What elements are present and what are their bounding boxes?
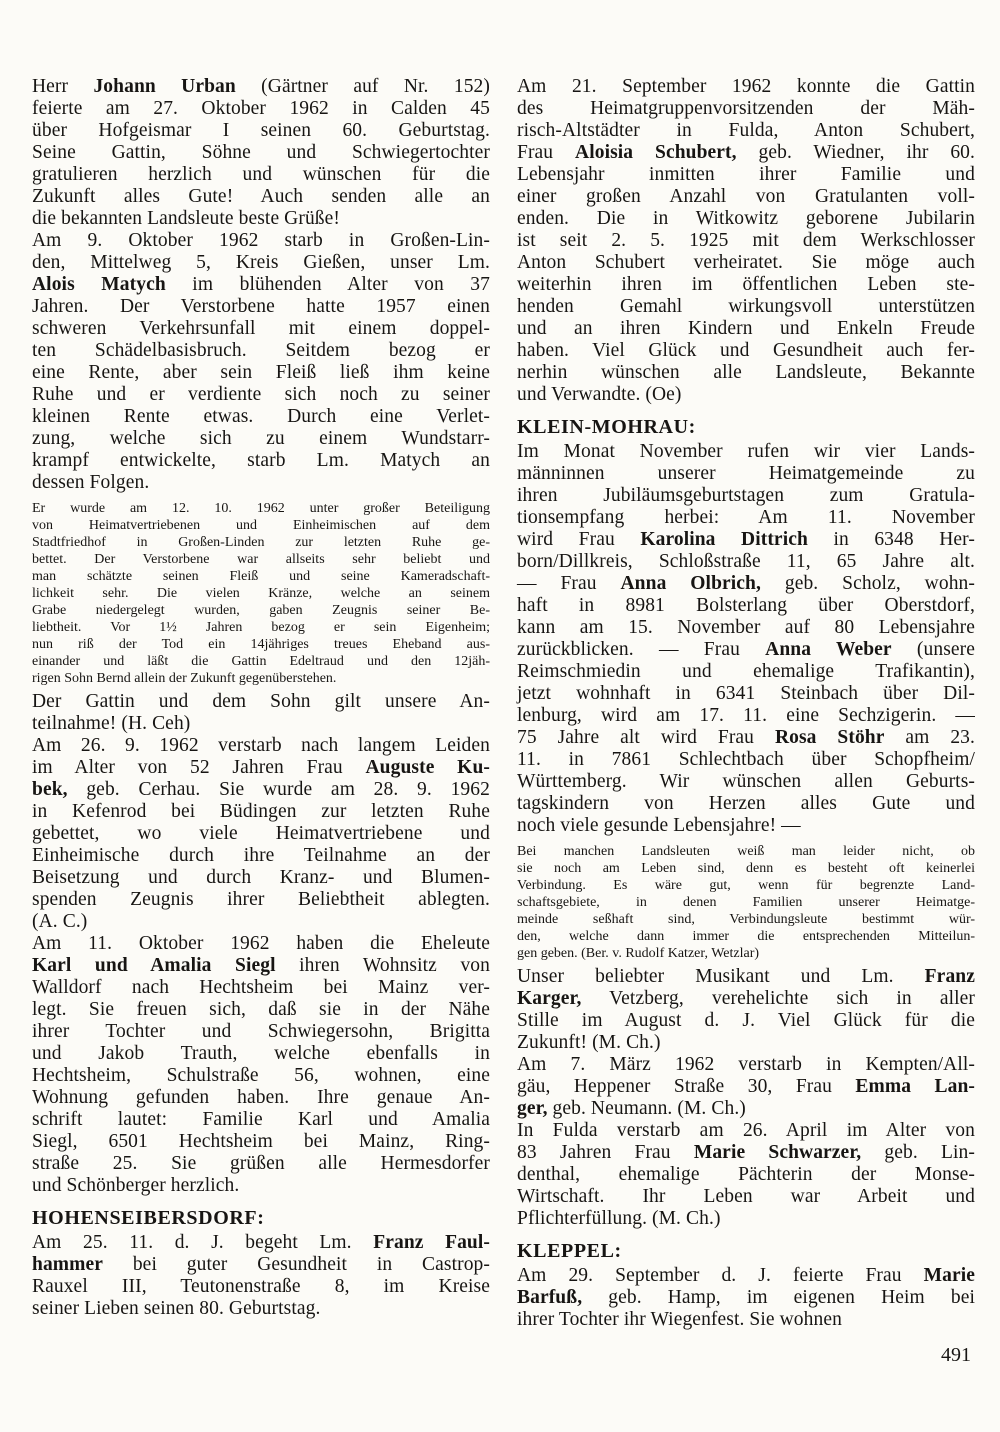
text-line: hammer bei guter Gesundheit in Castrop- bbox=[32, 1254, 490, 1275]
text-line: 75 Jahre alt wird Frau Rosa Stöhr am 23. bbox=[517, 727, 975, 748]
text-line: henden Gemahl wirkungsvoll unterstützen bbox=[517, 296, 975, 317]
paragraph bbox=[517, 441, 975, 837]
text-line: ist seit 2. 5. 1925 mit dem Werkschlosser bbox=[517, 230, 975, 251]
text-line: feierte am 27. Oktober 1962 in Calden 45 bbox=[32, 98, 490, 119]
text-line: Stille im August d. J. Viel Glück für die bbox=[517, 1010, 975, 1031]
text-line: enden. Die in Witkowitz geborene Jubilarin bbox=[517, 208, 975, 229]
text-line: des Heimatgruppenvorsitzenden der Mäh- bbox=[517, 98, 975, 119]
text-line: Am 29. September d. J. feierte Frau Marie bbox=[517, 1265, 975, 1286]
text-line: Im Monat November rufen wir vier Lands- bbox=[517, 441, 975, 462]
text-line: Rauxel III, Teutonenstraße 8, im Kreise bbox=[32, 1276, 490, 1297]
text-line: gebettet, wo viele Heimatvertriebene und bbox=[32, 823, 490, 844]
text-line: Walldorf nach Hechtsheim bei Mainz ver- bbox=[32, 977, 490, 998]
text-line: von Heimatvertriebenen und Einheimischen auf dem bbox=[32, 518, 490, 533]
text-line: Alois Matych im blühenden Alter von 37 bbox=[32, 274, 491, 295]
text-line: tionsempfang herbei: Am 11. November bbox=[517, 507, 975, 528]
text-line: Wirtschaft. Ihr Leben war Arbeit und bbox=[517, 1186, 975, 1207]
text-line: 83 Jahren Frau Marie Schwarzer, geb. Lin- bbox=[517, 1142, 975, 1163]
text-line: Zukunft alles Gute! Auch senden alle an bbox=[32, 186, 490, 207]
text-line: bettet. Der Verstorbene war allseits sehr beliebt und bbox=[32, 552, 490, 567]
text-line: in Kefenrod bei Büdingen zur letzten Ruhe bbox=[32, 801, 490, 822]
paragraph bbox=[32, 230, 490, 494]
text-line: gratulieren herzlich und wünschen für die bbox=[32, 164, 490, 185]
text-line: den, Mittelweg 5, Kreis Gießen, unser Lm. bbox=[32, 252, 490, 273]
section-heading: KLEPPEL: bbox=[517, 1240, 622, 1262]
text-line: Reimschmiedin und ehemalige Trafikantin), bbox=[517, 661, 975, 682]
text-line: Frau Aloisia Schubert, geb. Wiedner, ihr 60. bbox=[517, 142, 976, 163]
paragraph bbox=[517, 1265, 975, 1331]
text-line: Verbindung. Es wäre gut, wenn für begrenzte Land- bbox=[517, 878, 975, 893]
text-line: und Schönberger herzlich. bbox=[32, 1175, 240, 1196]
text-line: wird Frau Karolina Dittrich in 6348 Her- bbox=[517, 529, 975, 550]
text-line: haben. Viel Glück und Gesundheit auch fer- bbox=[517, 340, 975, 361]
paragraph bbox=[32, 691, 490, 735]
text-line: gäu, Heppener Straße 30, Frau Emma Lan- bbox=[517, 1076, 975, 1097]
page-number: 491 bbox=[941, 1344, 971, 1366]
text-line: Pflichterfüllung. (M. Ch.) bbox=[517, 1208, 721, 1229]
text-line: und an ihren Kindern und Enkeln Freude bbox=[517, 318, 975, 339]
text-line: kann am 15. November auf 80 Lebensjahre bbox=[517, 617, 975, 638]
text-line: den, welche dann immer die entsprechenden Mitteilun- bbox=[517, 929, 975, 944]
text-line: Der Gattin und dem Sohn gilt unsere An- bbox=[32, 691, 490, 712]
text-line: krampf entwickelte, starb Lm. Matych an bbox=[32, 450, 490, 471]
text-line: Anton Schubert verheiratet. Sie möge auch bbox=[517, 252, 975, 273]
text-line: Siegl, 6501 Hechtsheim bei Mainz, Ring- bbox=[32, 1131, 490, 1152]
text-line: Bei manchen Landsleuten weiß man leider nicht, ob bbox=[517, 844, 975, 859]
text-line: die bekannten Landsleute beste Grüße! bbox=[32, 208, 340, 229]
text-line: meinde seßhaft sind, Verbindungsleute bestimmt wür- bbox=[517, 912, 975, 927]
text-line: Beisetzung und durch Kranz- und Blumen- bbox=[32, 867, 490, 888]
text-line: zurückblicken. — Frau Anna Weber (unsere bbox=[517, 639, 975, 660]
text-line: jetzt wohnhaft in 6341 Steinbach über Dil- bbox=[517, 683, 975, 704]
text-line: legt. Sie freuen sich, daß sie in der Nähe bbox=[32, 999, 490, 1020]
text-line: Am 7. März 1962 verstarb in Kempten/All- bbox=[517, 1054, 975, 1075]
text-line: und Jakob Trauth, welche ebenfalls in bbox=[32, 1043, 490, 1064]
text-line: Seine Gattin, Söhne und Schwiegertochter bbox=[32, 142, 490, 163]
paragraph bbox=[32, 735, 490, 933]
paragraph bbox=[32, 1232, 490, 1320]
text-line: zung, welche sich zu einem Wundstarr- bbox=[32, 428, 490, 449]
text-line: rigen Sohn Bernd allein der Zukunft gegenüberstehen. bbox=[32, 671, 337, 686]
text-line: im Alter von 52 Jahren Frau Auguste Ku- bbox=[32, 757, 490, 778]
text-line: Am 11. Oktober 1962 haben die Eheleute bbox=[32, 933, 490, 954]
text-line: teilnahme! (H. Ceh) bbox=[32, 713, 191, 734]
text-line: Lebensjahr inmitten ihrer Familie und bbox=[517, 164, 975, 185]
text-line: In Fulda verstarb am 26. April im Alter von bbox=[517, 1120, 975, 1141]
text-line: Grabe niedergelegt wurden, gaben Zeugnis seiner Be- bbox=[32, 603, 490, 618]
paragraph bbox=[32, 933, 490, 1197]
text-line: Ruhe und er verdiente sich noch zu seiner bbox=[32, 384, 490, 405]
text-line: Stadtfriedhof in Großen-Linden zur letzten Ruhe ge- bbox=[32, 535, 490, 550]
text-line: einander und läßt die Gattin Edeltraud und den 12jäh- bbox=[32, 654, 490, 669]
text-line: Am 26. 9. 1962 verstarb nach langem Leiden bbox=[32, 735, 490, 756]
text-line: Wohnung gefunden haben. Ihre genaue An- bbox=[32, 1087, 490, 1108]
text-line: (A. C.) bbox=[32, 911, 88, 932]
text-line: ihrer Tochter ihr Wiegenfest. Sie wohnen bbox=[517, 1309, 842, 1330]
text-line: ihrer Tochter und Schwiegersohn, Brigitta bbox=[32, 1021, 490, 1042]
text-line: Zukunft! (M. Ch.) bbox=[517, 1032, 661, 1053]
text-line: spenden Zeugnis ihrer Beliebtheit ablegten. bbox=[32, 889, 490, 910]
text-line: haft in 8981 Bolsterlang über Oberstdorf, bbox=[517, 595, 975, 616]
text-line: Karger, Vetzberg, verehelichte sich in aller bbox=[517, 988, 975, 1009]
text-line: Einheimische durch ihre Teilnahme an der bbox=[32, 845, 490, 866]
text-line: dessen Folgen. bbox=[32, 472, 150, 493]
text-line: sie noch am Leben sind, denn es besteht oft keinerlei bbox=[517, 861, 975, 876]
paragraph bbox=[517, 966, 975, 1054]
text-line: man schätzte seinen Fleiß und seine Kameradschaft- bbox=[32, 569, 490, 584]
text-line: seiner Lieben seinen 80. Geburtstag. bbox=[32, 1298, 321, 1319]
text-line: Unser beliebter Musikant und Lm. Franz bbox=[517, 966, 975, 987]
text-column-right bbox=[517, 76, 975, 1366]
paragraph bbox=[517, 1054, 975, 1120]
text-line: lenburg, wird am 17. 11. eine Sechzigerin. — bbox=[517, 705, 975, 726]
text-line: über Hofgeismar I seinen 60. Geburtstag. bbox=[32, 120, 490, 141]
paragraph bbox=[517, 1120, 975, 1230]
text-line: Er wurde am 12. 10. 1962 unter großer Beteiligung bbox=[32, 501, 490, 516]
text-line: Württemberg. Wir wünschen allen Geburts- bbox=[517, 771, 975, 792]
text-line: kleinen Rente etwas. Durch eine Verlet- bbox=[32, 406, 490, 427]
text-line: weiterhin ihren im öffentlichen Leben ste- bbox=[517, 274, 975, 295]
paragraph bbox=[32, 500, 490, 687]
text-line: born/Dillkreis, Schloßstraße 11, 65 Jahre alt. bbox=[517, 551, 975, 572]
text-line: Am 21. September 1962 konnte die Gattin bbox=[517, 76, 975, 97]
text-line: nun riß der Tod ein 14jähriges treues Eheband aus- bbox=[32, 637, 490, 652]
text-line: straße 25. Sie grüßen alle Hermesdorfer bbox=[32, 1153, 490, 1174]
text-line: 11. in 7861 Schlechtbach über Schopfheim/ bbox=[517, 749, 975, 770]
section-heading: HOHENSEIBERSDORF: bbox=[32, 1207, 265, 1229]
text-line: risch-Altstädter in Fulda, Anton Schubert, bbox=[517, 120, 975, 141]
text-line: Herr Johann Urban (Gärtner auf Nr. 152) bbox=[32, 76, 490, 97]
text-line: und Verwandte. (Oe) bbox=[517, 384, 682, 405]
text-line: Am 9. Oktober 1962 starb in Großen-Lin- bbox=[32, 230, 490, 251]
text-line: gen geben. (Ber. v. Rudolf Katzer, Wetzlar) bbox=[517, 946, 760, 961]
paragraph bbox=[517, 76, 975, 406]
text-line: ihren Jubiläumsgeburtstagen zum Gratula- bbox=[517, 485, 975, 506]
text-line: ten Schädelbasisbruch. Seitdem bezog er bbox=[32, 340, 490, 361]
text-line: noch viele gesunde Lebensjahre! — bbox=[517, 815, 801, 836]
text-line: männinnen unserer Heimatgemeinde zu bbox=[517, 463, 975, 484]
text-line: Am 25. 11. d. J. begeht Lm. Franz Faul- bbox=[32, 1232, 490, 1253]
text-line: tagskindern von Herzen alles Gute und bbox=[517, 793, 975, 814]
paragraph bbox=[517, 843, 975, 962]
section-heading: KLEIN-MOHRAU: bbox=[517, 416, 696, 438]
paragraph bbox=[32, 76, 490, 230]
text-line: schaftsgebiete, in denen Familien unserer Heimatge- bbox=[517, 895, 975, 910]
text-line: einer großen Anzahl von Gratulanten voll- bbox=[517, 186, 975, 207]
text-line: schweren Verkehrsunfall mit einem doppel- bbox=[32, 318, 490, 339]
text-line: Karl und Amalia Siegl ihren Wohnsitz von bbox=[32, 955, 490, 976]
text-line: Jahren. Der Verstorbene hatte 1957 einen bbox=[32, 296, 490, 317]
text-line: nerhin wünschen alle Landsleute, Bekannte bbox=[517, 362, 975, 383]
text-line: bek, geb. Cerhau. Sie wurde am 28. 9. 1962 bbox=[32, 779, 490, 800]
text-line: lichkeit sehr. Die vielen Kränze, welche an seinem bbox=[32, 586, 490, 601]
text-line: eine Rente, aber sein Fleiß ließ ihm keine bbox=[32, 362, 490, 383]
text-column-left bbox=[32, 76, 490, 1320]
text-line: Hechtsheim, Schulstraße 56, wohnen, eine bbox=[32, 1065, 490, 1086]
text-line: denthal, ehemalige Pächterin der Monse- bbox=[517, 1164, 975, 1185]
text-line: ger, geb. Neumann. (M. Ch.) bbox=[517, 1098, 746, 1119]
text-line: Barfuß, geb. Hamp, im eigenen Heim bei bbox=[517, 1287, 975, 1308]
text-line: — Frau Anna Olbrich, geb. Scholz, wohn- bbox=[517, 573, 976, 594]
text-line: schrift lautet: Familie Karl und Amalia bbox=[32, 1109, 490, 1130]
text-line: liebtheit. Vor 1½ Jahren bezog er sein Eigenheim; bbox=[32, 620, 490, 635]
